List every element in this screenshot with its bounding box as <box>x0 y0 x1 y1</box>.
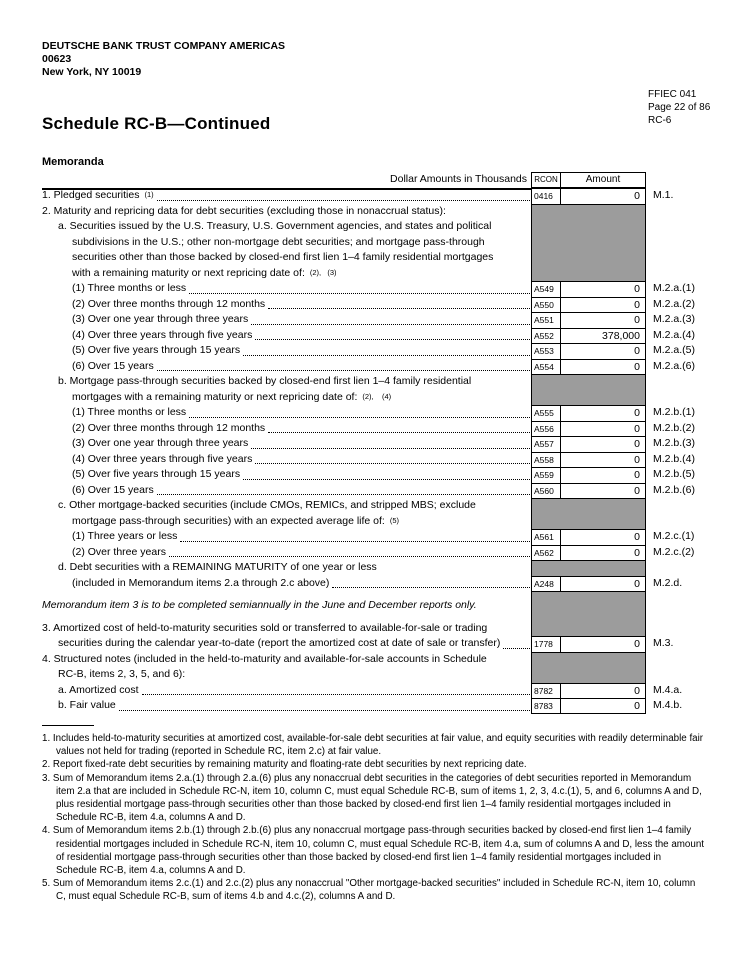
dotted-leader <box>243 355 530 356</box>
footnote-number: 3. <box>42 772 53 784</box>
table-row <box>42 390 702 406</box>
value-cells <box>531 467 646 483</box>
footnote <box>42 758 704 771</box>
table-row <box>42 560 702 576</box>
item-number-label <box>646 204 702 220</box>
item-number-label: M.3. <box>653 637 674 649</box>
row-label: (2) Over three months through 12 months <box>72 297 266 310</box>
item-number-label: M.2.a.(3) <box>653 313 696 325</box>
dotted-leader <box>251 448 530 449</box>
value-cells <box>531 297 646 313</box>
amount-cell: 0 <box>561 282 645 297</box>
amount-cell: 0 <box>561 484 645 499</box>
shaded-cell <box>531 667 646 683</box>
item-number-label <box>646 219 702 235</box>
row-label: with a remaining maturity or next repricing date of: <box>72 266 305 279</box>
item-number-label: M.2.a.(2) <box>653 297 696 310</box>
value-cells <box>531 328 646 344</box>
footnote <box>42 877 704 903</box>
item-number-label: M.1. <box>653 189 674 201</box>
table-row <box>42 343 702 359</box>
form-page-code: RC-6 <box>648 115 672 126</box>
row-label: (2) Over three years <box>72 545 166 558</box>
row-label: a. Amortized cost <box>58 683 139 696</box>
dotted-leader <box>255 463 530 464</box>
item-number-label: M.2.c.(1) <box>653 530 695 542</box>
value-cells <box>531 188 646 204</box>
value-cells <box>531 683 646 699</box>
item-number-label <box>646 235 702 251</box>
footnotes-section <box>42 725 704 904</box>
item-number-label: M.2.b.(1) <box>653 406 696 418</box>
value-cells <box>531 359 646 375</box>
table-row <box>42 312 702 328</box>
form-number: FFIEC 041 <box>648 89 697 100</box>
dotted-leader <box>503 648 530 649</box>
amount-cell: 0 <box>561 298 645 313</box>
amount-cell: 0 <box>561 313 645 328</box>
item-number-label <box>646 374 702 390</box>
item-number-label <box>646 390 702 406</box>
table-row <box>42 452 702 468</box>
row-label: 1. Pledged securities <box>42 189 140 201</box>
dotted-leader <box>157 370 530 371</box>
rcon-code-cell: A560 <box>532 484 561 499</box>
memorandum-note-row <box>42 598 702 614</box>
amount-cell: 0 <box>561 422 645 437</box>
value-cells <box>531 405 646 421</box>
rcon-code-cell: A561 <box>532 530 561 545</box>
item-number-label: M.2.a.(4) <box>653 328 696 341</box>
footnote-number: 4. <box>42 825 53 837</box>
dotted-leader <box>189 293 530 294</box>
table-row <box>42 204 702 220</box>
table-row <box>42 328 702 344</box>
row-label: (included in Memorandum items 2.a through 2.c above) <box>72 576 330 589</box>
item-number-label <box>646 498 702 514</box>
dotted-leader <box>119 710 530 711</box>
table-row <box>42 266 702 282</box>
shaded-cell <box>531 250 646 266</box>
footnote-text: Sum of Memorandum items 2.b.(1) through 2.b.(6) plus any nonaccrual mortgage pass-through securities backed by closed-end first lien 1–4 family residential mortgages included in Schedule RC-N, item 10, column C, must equal Schedule RC-B, item 4.a, sum of columns A and D, less the amount of residential mortgage pass-through securities other than those backed by closed-end first lien 1–4 family residential mortgages included in Schedule RC-B, item 4.a, columns A and D. <box>52 825 704 877</box>
rcon-code-cell: A562 <box>532 546 561 561</box>
dotted-leader <box>142 694 530 695</box>
table-row <box>42 636 702 652</box>
amount-cell: 0 <box>561 699 645 713</box>
table-row <box>42 421 702 437</box>
shaded-cell <box>531 204 646 220</box>
amount-cell: 0 <box>561 437 645 452</box>
item-number-label: M.2.b.(2) <box>653 421 696 434</box>
footnote-text: Sum of Memorandum items 2.c.(1) and 2.c.(2) plus any nonaccrual "Other mortgage-backed securities" included in Schedule RC-N, item 10, column C, must equal Schedule RC-B, sum of items 4.b and 4.c.(2), columns A and D. <box>52 878 696 903</box>
row-label: subdivisions in the U.S.; other non-mortgage debt securities; and mortgage pass-through <box>72 235 485 248</box>
shaded-cell <box>531 614 646 621</box>
shaded-cell <box>531 591 646 598</box>
footnote-number: 1. <box>42 733 53 744</box>
row-label: (4) Over three years through five years <box>72 452 253 465</box>
value-cells <box>531 343 646 359</box>
shaded-cell <box>531 560 646 576</box>
dotted-leader <box>332 587 530 588</box>
shaded-cell <box>531 652 646 668</box>
footnote-ref: (5) <box>389 515 400 525</box>
footnote-text: Sum of Memorandum items 2.a.(1) through 2.a.(6) plus any nonaccrual debt securities in the categories of debt securities reported in Memorandum item 2.a that are included in Schedule RC-N, item 10, column C, must equal Schedule RC-B, sum of items 1, 2, 3, 4.c.(1), 5, and 6, columns A and D, plus residential mortgage pass-through securities other than those backed by closed-end first lien 1–4 family residential mortgages included in Schedule RC-B, item 4.a, columns A and D. <box>52 772 702 824</box>
spacer-row <box>42 591 702 598</box>
rcon-code-cell: A551 <box>532 313 561 328</box>
amount-cell: 0 <box>561 344 645 359</box>
value-cells <box>531 421 646 437</box>
amount-column-header: Amount <box>561 172 646 188</box>
amount-cell: 0 <box>561 406 645 421</box>
item-number-label: M.2.c.(2) <box>653 545 695 558</box>
amount-cell: 0 <box>561 546 645 561</box>
row-label: (2) Over three months through 12 months <box>72 421 266 434</box>
item-number-label: M.2.b.(3) <box>653 437 696 449</box>
shaded-cell <box>531 390 646 406</box>
row-label: (4) Over three years through five years <box>72 328 253 341</box>
row-label: securities other than those backed by closed-end first lien 1–4 family residential mortgages <box>72 251 494 263</box>
dotted-leader <box>268 432 530 433</box>
shaded-cell <box>531 266 646 282</box>
footnote-ref: (1) <box>144 190 154 199</box>
item-number-label <box>646 667 702 683</box>
rcon-code-cell: A557 <box>532 437 561 452</box>
table-row <box>42 436 702 452</box>
row-label: 3. Amortized cost of held-to-maturity securities sold or transferred to available-for-sale or trading <box>42 621 488 634</box>
table-row <box>42 281 702 297</box>
row-label: b. Mortgage pass-through securities backed by closed-end first lien 1–4 family residential <box>58 375 472 387</box>
item-number-label <box>646 514 702 530</box>
dotted-leader <box>180 541 530 542</box>
value-cells <box>531 436 646 452</box>
value-cells <box>531 281 646 297</box>
amount-cell: 378,000 <box>561 329 645 344</box>
value-cells <box>531 636 646 652</box>
value-cells <box>531 545 646 561</box>
row-label: (6) Over 15 years <box>72 483 154 496</box>
table-row <box>42 219 702 235</box>
table-row <box>42 188 702 204</box>
row-label: 2. Maturity and repricing data for debt securities (excluding those in nonaccrual status): <box>42 204 446 217</box>
value-cells <box>531 452 646 468</box>
rcon-code-cell: A552 <box>532 329 561 344</box>
row-label: (1) Three months or less <box>72 406 187 418</box>
item-number-label <box>646 266 702 282</box>
item-number-label: M.2.d. <box>653 576 683 589</box>
item-number-label <box>646 250 702 266</box>
amount-cell: 0 <box>561 453 645 468</box>
rcon-code-cell: A549 <box>532 282 561 297</box>
table-row <box>42 545 702 561</box>
table-row <box>42 374 702 390</box>
footnotes-list <box>42 732 704 904</box>
form-header <box>648 88 710 127</box>
amount-cell: 0 <box>561 360 645 375</box>
footnote-text: Report fixed-rate debt securities by remaining maturity and floating-rate debt securities by next repricing date. <box>52 759 527 771</box>
rcon-code-cell: 8782 <box>532 684 561 699</box>
dotted-leader <box>251 324 530 325</box>
amount-cell: 0 <box>561 637 645 652</box>
item-number-label <box>646 560 702 576</box>
bank-name: DEUTSCHE BANK TRUST COMPANY AMERICAS <box>42 40 286 52</box>
shaded-cell <box>531 498 646 514</box>
table-row <box>42 250 702 266</box>
amount-cell: 0 <box>561 468 645 483</box>
amount-cell: 0 <box>561 577 645 592</box>
bank-header <box>42 40 285 79</box>
item-number-label: M.4.b. <box>653 699 683 711</box>
dotted-leader <box>157 200 530 201</box>
value-cells <box>531 312 646 328</box>
table-row <box>42 529 702 545</box>
rcon-code-cell: A248 <box>532 577 561 592</box>
amount-cell: 0 <box>561 684 645 699</box>
dotted-leader <box>243 479 530 480</box>
shaded-cell <box>531 219 646 235</box>
memoranda-table <box>42 172 702 714</box>
item-number-label <box>646 614 702 621</box>
rcon-code-cell: 0416 <box>532 189 561 204</box>
table-row <box>42 683 702 699</box>
amount-cell: 0 <box>561 530 645 545</box>
table-header-row <box>42 172 702 188</box>
page-number: Page 22 of 86 <box>648 102 711 113</box>
footnote-number: 2. <box>42 759 53 771</box>
value-cells <box>531 698 646 714</box>
rcon-code-cell: A554 <box>532 360 561 375</box>
row-label: (3) Over one year through three years <box>72 313 249 325</box>
table-row <box>42 405 702 421</box>
table-row <box>42 652 702 668</box>
dotted-leader <box>189 417 530 418</box>
item-number-label <box>646 591 702 598</box>
row-label: c. Other mortgage-backed securities (include CMOs, REMICs, and stripped MBS; exclude <box>58 499 476 511</box>
row-label: (1) Three months or less <box>72 282 187 294</box>
footnote <box>42 772 704 825</box>
table-row <box>42 483 702 499</box>
table-row <box>42 667 702 683</box>
memoranda-heading: Memoranda <box>42 156 104 168</box>
table-row <box>42 297 702 313</box>
value-cells <box>531 576 646 592</box>
dotted-leader <box>255 339 530 340</box>
footnote <box>42 732 704 758</box>
footnote-ref: (2), (4) <box>362 391 392 401</box>
item-number-label: M.4.a. <box>653 683 683 696</box>
rcon-code-cell: A558 <box>532 453 561 468</box>
item-number-label: M.2.b.(5) <box>653 468 696 480</box>
value-cells <box>531 483 646 499</box>
schedule-title: Schedule RC-B—Continued <box>42 114 271 133</box>
shaded-cell <box>531 514 646 530</box>
table-row <box>42 359 702 375</box>
value-cells <box>531 529 646 545</box>
item-number-label <box>646 652 702 668</box>
row-label: b. Fair value <box>58 699 116 711</box>
rcon-code-cell: A556 <box>532 422 561 437</box>
rcon-code-cell: A553 <box>532 344 561 359</box>
dotted-leader <box>157 494 530 495</box>
bank-number: 00623 <box>42 53 72 65</box>
shaded-cell <box>531 235 646 251</box>
shaded-cell <box>531 374 646 390</box>
dotted-leader <box>268 308 530 309</box>
table-row <box>42 698 702 714</box>
footnote-text: Includes held-to-maturity securities at amortized cost, available-for-sale debt securities at fair value, and equity securities with readily determinable fair values not held for trading (reported in Schedule RC, item 2.c) at fair value. <box>52 733 704 758</box>
row-label: RC-B, items 2, 3, 5, and 6): <box>58 668 186 680</box>
row-label: (5) Over five years through 15 years <box>72 344 241 356</box>
item-number-label: M.2.a.(5) <box>653 344 696 356</box>
row-label: (1) Three years or less <box>72 530 178 542</box>
footnote-ref: (2), (3) <box>309 267 337 277</box>
item-number-label <box>646 621 702 637</box>
footnote <box>42 824 704 877</box>
table-row <box>42 621 702 637</box>
rcon-column-header: RCON <box>531 172 561 188</box>
spacer-row <box>42 614 702 621</box>
dollar-amounts-caption: Dollar Amounts in Thousands <box>390 173 527 185</box>
table-row <box>42 514 702 530</box>
row-label: mortgage pass-through securities) with an expected average life of: <box>72 514 385 527</box>
row-label: (5) Over five years through 15 years <box>72 468 241 480</box>
table-row <box>42 467 702 483</box>
table-row <box>42 498 702 514</box>
row-label: d. Debt securities with a REMAINING MATURITY of one year or less <box>58 561 377 573</box>
rcon-code-cell: A550 <box>532 298 561 313</box>
dotted-leader <box>169 556 530 557</box>
table-row <box>42 235 702 251</box>
item-number-label: M.2.b.(6) <box>653 483 696 496</box>
item-number-label <box>646 598 702 614</box>
row-label: 4. Structured notes (included in the held-to-maturity and available-for-sale accounts in Schedule <box>42 652 487 665</box>
amount-cell: 0 <box>561 189 645 204</box>
row-label: (3) Over one year through three years <box>72 437 249 449</box>
shaded-cell <box>531 598 646 614</box>
rcon-code-cell: 8783 <box>532 699 561 713</box>
item-number-label: M.2.a.(1) <box>653 282 696 294</box>
rcon-code-cell: 1778 <box>532 637 561 652</box>
shaded-cell <box>531 621 646 637</box>
bank-address: New York, NY 10019 <box>42 66 142 78</box>
footnotes-divider <box>42 725 94 726</box>
rcon-code-cell: A555 <box>532 406 561 421</box>
rcon-code-cell: A559 <box>532 468 561 483</box>
table-body <box>42 188 702 714</box>
row-label: securities during the calendar year-to-date (report the amortized cost at date of sale or transfer) <box>58 637 501 649</box>
memorandum-note: Memorandum item 3 is to be completed semiannually in the June and December reports only. <box>42 599 477 611</box>
footnote-number: 5. <box>42 878 53 890</box>
row-label: a. Securities issued by the U.S. Treasury, U.S. Government agencies, and states and political <box>58 220 492 232</box>
row-label: mortgages with a remaining maturity or next repricing date of: <box>72 390 358 403</box>
item-number-label: M.2.b.(4) <box>653 452 696 465</box>
table-row <box>42 576 702 592</box>
row-label: (6) Over 15 years <box>72 359 154 372</box>
item-number-label: M.2.a.(6) <box>653 359 696 372</box>
